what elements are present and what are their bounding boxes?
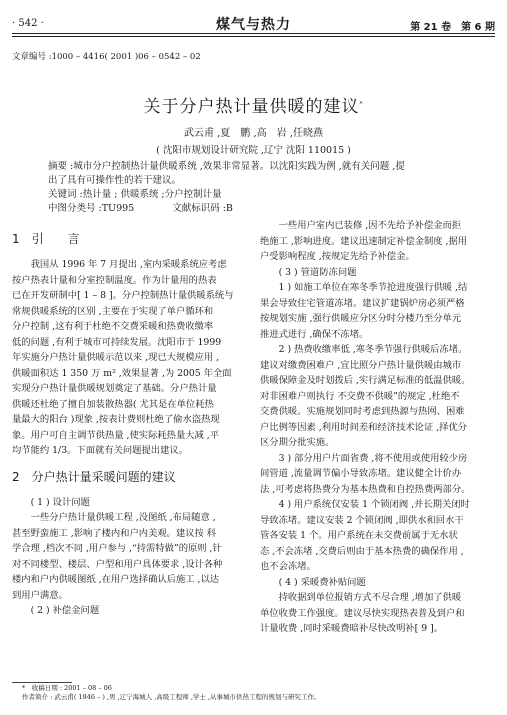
- classification-line: 中图分类号 :TU995 文献标识码 :B: [48, 203, 233, 214]
- affiliation: ( 沈阳市规划设计研究院 ,辽宁 沈阳 110015 ): [156, 145, 351, 156]
- header-rule: [12, 33, 495, 34]
- text-line: 楼内和户内供暖图纸 ,在用户选择确认后施工 ,以达: [12, 574, 220, 585]
- text-line: 单位收费工作强度。建议尽快实现热表普及到户和: [260, 607, 465, 619]
- paragraph-gap: [12, 459, 245, 468]
- text-line: 态 ,不会冻堵 ,交费后则由于基本热费的确保作用 ,: [260, 545, 464, 557]
- author-bio: 作者简介 : 武云甫( 1946 – ) ,男 ,辽宁海城人 ,高级工程师 ,学士 ,从事城市供热工程的规划与研究工作。: [22, 693, 321, 701]
- text-line: 一些分户热计量供暖工程 ,没图纸 ,布局随意 ,: [12, 512, 216, 523]
- title-footnote-mark: *: [359, 100, 364, 108]
- text-line: 对非困难户则执行 不交费不供暖”的规定 ,杜绝不: [260, 390, 460, 402]
- text-line: 一些用户室内已装修 ,因不先给予补偿金而拒: [260, 220, 462, 231]
- text-line: ( 2 ) 补偿金问题: [12, 605, 100, 616]
- abstract-block: [48, 160, 463, 216]
- paper-title-text: 关于分户热计量供暖的建议: [143, 97, 360, 117]
- text-line: 果会导致住宅管道冻堵。建议扩建锅炉房必须严格: [260, 297, 465, 309]
- text-line: 按户热表计量和分室控制温度。作为计量用的热表: [12, 274, 217, 286]
- text-line: 按规划实施 ,强行供暖应分区分时分楼乃至分单元: [260, 313, 462, 324]
- received-date: * 收稿日期 : 2001 – 08 – 06: [22, 684, 112, 692]
- text-line: 户受影响程度 ,按规定先给予补偿金。: [260, 251, 415, 262]
- paper-title: [0, 92, 507, 117]
- paragraph-gap: [12, 486, 245, 495]
- text-line: ( 1 ) 设计问题: [12, 496, 90, 508]
- text-line: 年实施分户热计量供暖示范以来 ,现已大规模应用 ,: [12, 352, 220, 363]
- text-line: 常规供暖系统的区别 ,主要在于实现了单户循环和: [12, 305, 214, 317]
- text-line: 量最大的阳台 )现象 ,按表计费则杜绝了偷水盗热现: [12, 414, 220, 425]
- header-rule-double: [12, 36, 495, 37]
- article-number: 文章编号 :1000 – 4416( 2001 )06 – 0542 – 02: [12, 52, 201, 62]
- text-line: 导致冻堵。建议安装 2 个锁闭阀 ,即供水和回水干: [260, 514, 464, 526]
- issue-label: 第 21 卷 第 6 期: [410, 22, 495, 33]
- text-line: 供暖面积达 1 350 万 m² ,效果显著 ,为 2005 年全面: [12, 367, 232, 379]
- text-line: 低的问题 ,有利于城市可持续发展。沈阳市于 1999: [12, 336, 222, 348]
- text-line: 供暖保障金及时划拨后 ,实行满足标准的低温供暖。: [260, 375, 471, 386]
- text-line: 管各安装 1 个。用户系统在未交费前属于无水状: [260, 530, 458, 541]
- text-line: 2 ) 热费收缴率低 ,寒冬季节强行供暖后冻堵。: [260, 344, 468, 355]
- paragraph-gap: [12, 248, 245, 257]
- text-line: 甚至野蛮施工 ,影响了楼内和户内美观。建议按 科: [12, 527, 217, 539]
- text-line: 对不同楼型、楼层、户型和用户具体要求 ,设计各种: [12, 558, 223, 570]
- left-column: [12, 230, 245, 619]
- text-line: 3 ) 部分用户片面省费 ,将不使用或使用较少房: [260, 452, 468, 464]
- right-column: [260, 218, 496, 637]
- text-line: ( 3 ) 管道防冻问题: [260, 266, 357, 278]
- text-line: 间管道 ,流量调节偏小导致冻堵。建议健全计价办: [260, 468, 462, 479]
- text-line: 我国从 1996 年 7 月提出 ,室内采暖系统应考虑: [12, 259, 227, 270]
- text-line: 实现分户热计量供暖规划奠定了基础。分户热计量: [12, 383, 217, 394]
- page-number: · 542 ·: [12, 18, 44, 29]
- text-line: 绝施工 ,影响进度。建议迅速制定补偿金制度 ,据用: [260, 235, 468, 247]
- text-line: 象。用户可自主调节供热量 ,使实际耗热量大减 ,平: [12, 429, 220, 441]
- text-line: 法 ,可考虑将热费分为基本热费和自控热费两部分。: [260, 483, 471, 495]
- abstract-line: 出了具有可操作性的若干建议。: [48, 175, 182, 186]
- keywords-line: 关键词 :热计量 ; 供暖系统 ;分户控制计量: [48, 189, 222, 200]
- author-list: 武云甫 ,夏 鹏 ,高 岩 ,任晓燕: [183, 128, 324, 139]
- section-heading: 2 分户热计量采暖问题的建议: [12, 469, 176, 484]
- text-line: 已在开发研制中[ 1 – 8 ]。分户控制热计量供暖系统与: [12, 290, 234, 301]
- text-line: 推进式进行 ,确保不冻堵。: [260, 328, 369, 340]
- text-line: ( 4 ) 采暖费补贴问题: [260, 576, 366, 588]
- text-line: 均节能约 1/3。下面就有关问题提出建议。: [12, 445, 188, 456]
- text-line: 到用户满意。: [12, 589, 68, 601]
- journal-name: 煤气与热力: [216, 17, 291, 33]
- text-line: 持收据到单位报销方式不尽合理 ,增加了供暖: [260, 592, 462, 603]
- text-line: 交费供暖。实施规划同时考虑到热源与热网、困难: [260, 406, 465, 417]
- abstract-line: 摘要 :城市分户控制热计量供暖系统 ,效果非常显著。以沈阳实践为例 ,就有关问题 ,提: [48, 161, 405, 172]
- text-line: 区分期分批实施。: [260, 437, 335, 448]
- text-line: 户比例等因素 ,利用时间差和经济技术论证 ,择优分: [260, 421, 468, 433]
- text-line: 建议对缴费困难户 ,宜比照分户热计量供暖由城市: [260, 359, 462, 371]
- text-line: 1 ) 如施工单位在寒冬季节抢进度强行供暖 ,结: [260, 282, 468, 293]
- text-line: 分户控制 ,这有利于杜绝不交费采暖和热费收缴率: [12, 321, 214, 332]
- section-heading: 1 引 言: [12, 232, 80, 246]
- text-line: 也不会冻堵。: [260, 561, 316, 572]
- footnote-rule: [12, 682, 72, 683]
- text-line: 4 ) 用户系统仅安装 1 个锁闭阀 ,并长期关闭时: [260, 499, 470, 510]
- text-line: 供暖还杜绝了擅自加装散热器( 尤其是在单位耗热: [12, 398, 214, 410]
- text-line: 学合理 ,档次不同 ,用户参与 ,“持需特做”的原则 ,针: [12, 543, 222, 554]
- footnote: [22, 684, 321, 702]
- text-line: 计量收费 ,同时采暖费暗补尽快改明补[ 9 ]。: [260, 623, 444, 634]
